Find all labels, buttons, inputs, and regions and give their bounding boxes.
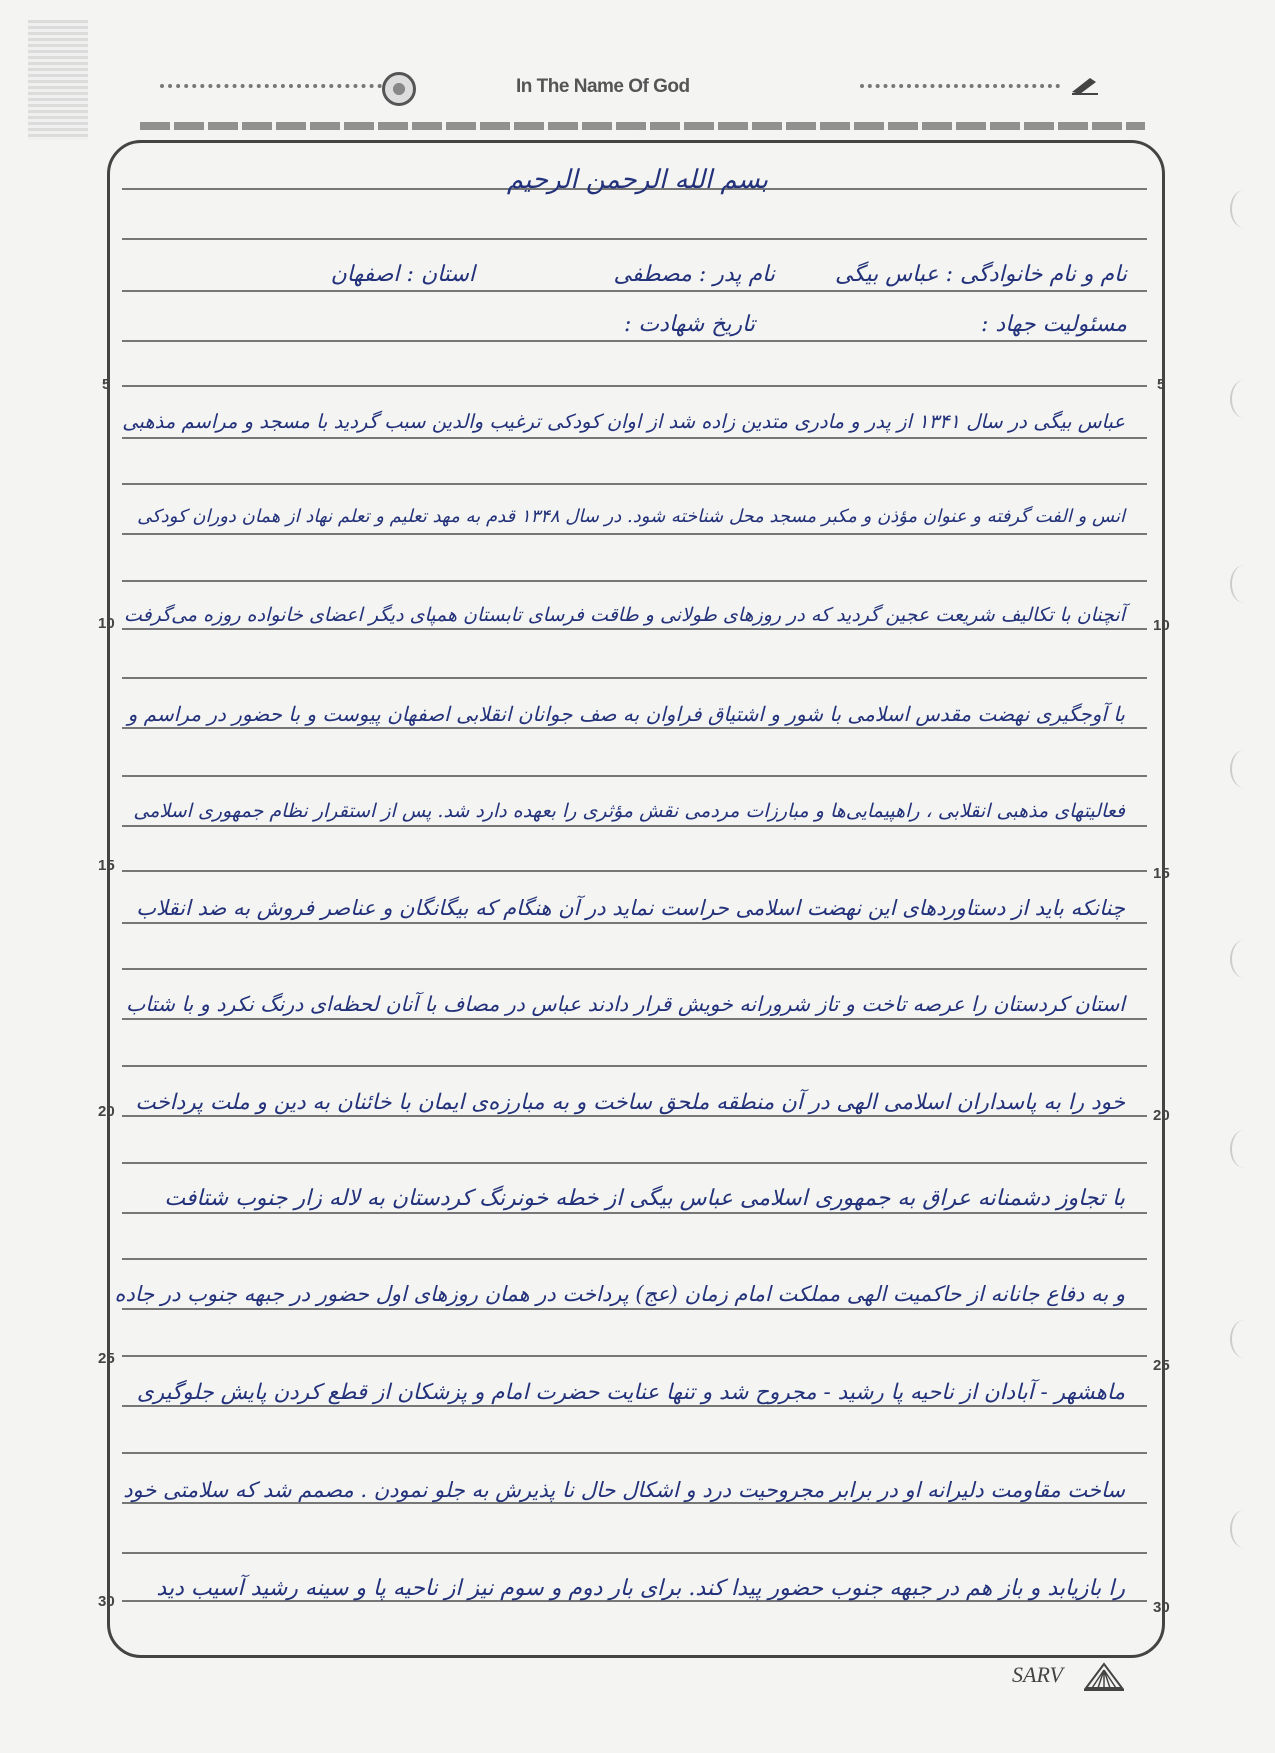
emblem-icon <box>382 72 416 106</box>
ruled-line <box>122 825 1147 827</box>
ruled-line <box>122 1308 1147 1310</box>
ruled-line <box>122 1502 1147 1504</box>
text-line: را بازیابد و باز هم در جبهه جنوب حضور پیدا کند. برای بار دوم و سوم نیز از ناحیه پا و سینه رشید آسیب دید <box>156 1576 1125 1601</box>
ruled-line <box>122 727 1147 729</box>
ruled-line <box>122 238 1147 240</box>
punch-hole <box>1230 190 1258 228</box>
province-field: استان : اصفهان <box>330 262 475 287</box>
ruled-line <box>122 385 1147 387</box>
line-number: 20 <box>98 1103 115 1120</box>
punch-hole <box>1230 1510 1258 1548</box>
ruled-line <box>122 533 1147 535</box>
ruled-line <box>122 922 1147 924</box>
ruled-line <box>122 628 1147 630</box>
text-line: ساخت مقاومت دلیرانه او در برابر مجروحیت درد و اشکال حال نا پذیرش به جلو نمودن . مصمم شد که سلامتی خود <box>123 1478 1125 1502</box>
text-line: آنچنان با تکالیف شریعت عجین گردید که در روزهای طولانی و طاقت فرسای تابستان همپای دیگر اعضای خانواده روزه می‌گرفت <box>123 604 1125 626</box>
line-number: 15 <box>1153 865 1170 882</box>
line-number: 10 <box>98 615 115 632</box>
page-header <box>150 72 1130 112</box>
ruled-line <box>122 340 1147 342</box>
ruled-line <box>122 290 1147 292</box>
bismillah: بسم الله الرحمن الرحیم <box>506 165 769 195</box>
ruled-line <box>122 580 1147 582</box>
ruled-line <box>122 775 1147 777</box>
dotted-line <box>860 84 1060 88</box>
ruled-line <box>122 1115 1147 1117</box>
ruled-line <box>122 677 1147 679</box>
punch-hole <box>1230 750 1258 788</box>
text-line: با تجاوز دشمنانه عراق به جمهوری اسلامی عباس بیگی از خطه خونرنگ کردستان به لاله زار جنوب شتافت <box>164 1186 1125 1211</box>
ruled-line <box>122 1552 1147 1554</box>
ruled-line <box>122 1258 1147 1260</box>
line-number: 5 <box>102 376 111 393</box>
scan-noise <box>28 20 88 140</box>
dotted-line <box>160 84 390 88</box>
ruled-line <box>122 1355 1147 1357</box>
text-line: چنانکه باید از دستاوردهای این نهضت اسلامی حراست نماید در آن هنگام که بیگانگان و عناصر فروش به ضد انقلاب <box>136 896 1125 920</box>
line-number: 10 <box>1153 617 1170 634</box>
text-line: خود را به پاسداران اسلامی الهی در آن منطقه ملحق ساخت و به مبارزه‌ی ایمان با خائنان به دین و ملت پرداخت <box>135 1090 1125 1115</box>
line-number: 25 <box>98 1350 115 1367</box>
father-field: نام پدر : مصطفی <box>613 262 775 287</box>
ruled-line <box>122 437 1147 439</box>
line-number: 25 <box>1153 1357 1170 1374</box>
footer-brand: SARV <box>1012 1662 1063 1687</box>
punch-hole <box>1230 1130 1258 1168</box>
martyrdom-date-field: تاریخ شهادت : <box>624 312 755 337</box>
line-number: 20 <box>1153 1107 1170 1124</box>
text-line: استان کردستان را عرصه تاخت و تاز شرورانه خویش قرار دادند عباس در مصاف با آنان لحظه‌ای درنگ نکرد و با شتاب <box>126 992 1125 1016</box>
text-line: فعالیتهای مذهبی انقلابی ، راهپیمایی‌ها و مبارزات مردمی نقش مؤثری را بعهده دارد شد. پس از استقرار نظام جمهوری اسلامی <box>133 800 1125 822</box>
text-line: انس و الفت گرفته و عنوان مؤذن و مکبر مسجد محل شناخته شود. در سال ۱۳۴۸ قدم به مهد تعلیم و تعلم نهاد از همان دوران کودکی <box>137 506 1125 527</box>
header-band <box>140 122 1145 130</box>
punch-hole <box>1230 940 1258 978</box>
punch-hole <box>1230 565 1258 603</box>
pen-icon <box>1070 74 1100 96</box>
text-line: و به دفاع جانانه از حاکمیت الهی مملکت امام زمان (عج) پرداخت در همان روزهای اول حضور در جبهه جنوب در جاده <box>114 1282 1125 1306</box>
ruled-line <box>122 870 1147 872</box>
line-number: 5 <box>1157 376 1166 393</box>
text-line: با آوجگیری نهضت مقدس اسلامی با شور و اشتیاق فراوان به صف جوانان انقلابی اصفهان پیوست و با حضور در مراسم و <box>127 702 1125 726</box>
ruled-line <box>122 968 1147 970</box>
line-number: 15 <box>98 857 115 874</box>
responsibility-field: مسئولیت جهاد : <box>981 312 1127 337</box>
header-title: In The Name Of God <box>516 76 690 97</box>
line-number: 30 <box>98 1593 115 1610</box>
text-line: ماهشهر - آبادان از ناحیه پا رشید - مجروح شد و تنها عنایت حضرت امام و پزشکان از قطع کردن پایش جلوگیری <box>136 1380 1125 1405</box>
ruled-line <box>122 1212 1147 1214</box>
ruled-line <box>122 1405 1147 1407</box>
punch-hole <box>1230 380 1258 418</box>
line-number: 30 <box>1153 1599 1170 1616</box>
ruled-line <box>122 483 1147 485</box>
ruled-line <box>122 1162 1147 1164</box>
ruled-line <box>122 1018 1147 1020</box>
sarv-logo-icon <box>1082 1662 1126 1692</box>
punch-hole <box>1230 1320 1258 1358</box>
ruled-line <box>122 1452 1147 1454</box>
ruled-line <box>122 1065 1147 1067</box>
name-field: نام و نام خانوادگی : عباس بیگی <box>835 262 1127 287</box>
text-line: عباس بیگی در سال ۱۳۴۱ از پدر و مادری متدین زاده شد از اوان کودکی ترغیب والدین سبب گردید با مسجد و مراسم مذهبی <box>122 410 1125 433</box>
